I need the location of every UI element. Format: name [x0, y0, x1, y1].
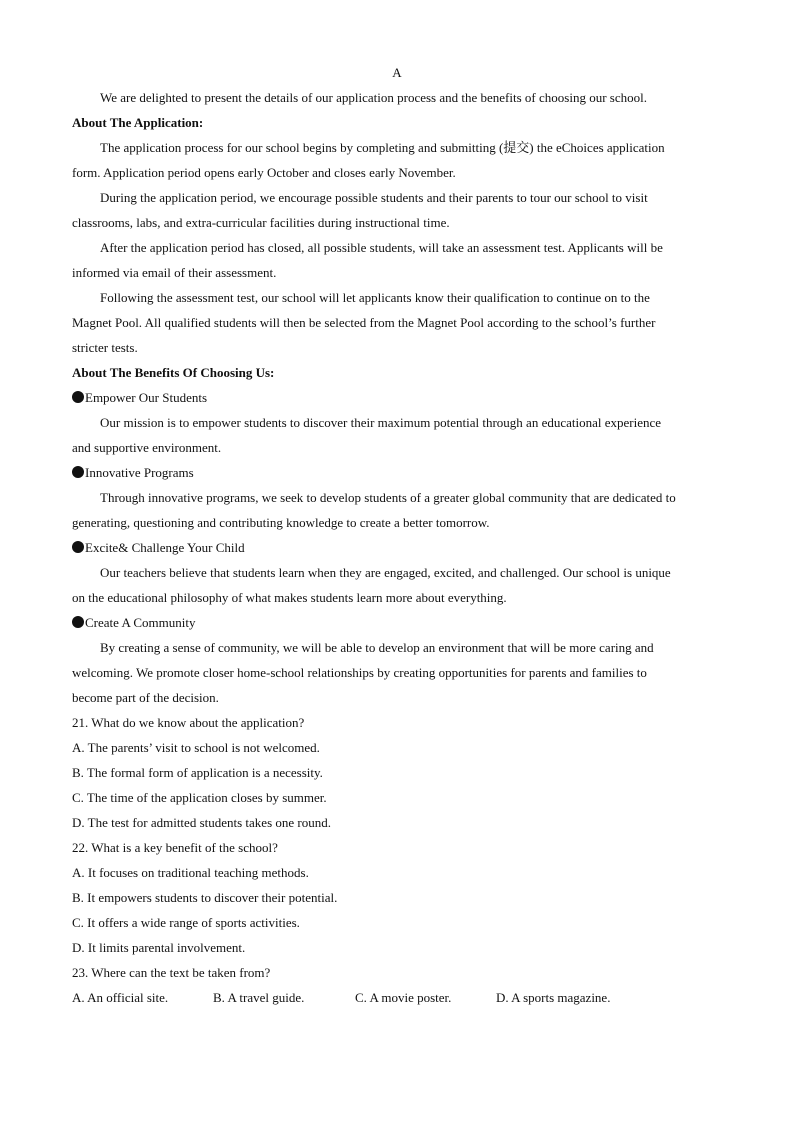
application-paragraph-1: The application process for our school begins by completing and submitting (提交) the eChoices application [100, 140, 665, 155]
question-stem: 21. What do we know about the application? [72, 715, 305, 730]
benefit-title-text: Excite& Challenge Your Child [85, 540, 245, 555]
application-paragraph-2-cont: classrooms, labs, and extra-curricular facilities during instructional time. [72, 215, 450, 230]
question-option[interactable]: B. The formal form of application is a necessity. [72, 765, 323, 780]
intro-text: We are delighted to present the details of our application process and the benefits of choosing our school. [100, 90, 647, 105]
question-option[interactable]: C. It offers a wide range of sports activities. [72, 915, 300, 930]
benefit-text: Through innovative programs, we seek to develop students of a greater global community that are dedicated to [100, 490, 676, 505]
bullet-icon [72, 616, 84, 628]
benefit-title [72, 460, 722, 485]
application-paragraph-4-cont: Magnet Pool. All qualified students will then be selected from the Magnet Pool according to the school’s further [72, 315, 656, 330]
question-stem: 23. Where can the text be taken from? [72, 965, 271, 980]
question-option[interactable]: A. The parents’ visit to school is not welcomed. [72, 740, 320, 755]
benefit-title-text: Innovative Programs [85, 465, 194, 480]
question-option[interactable]: C. A movie poster. [355, 990, 452, 1005]
question-option[interactable]: D. A sports magazine. [496, 990, 611, 1005]
application-heading: About The Application: [72, 115, 204, 130]
benefit-text-cont: and supportive environment. [72, 440, 222, 455]
question-options-row [72, 985, 722, 1010]
application-paragraph-3: After the application period has closed, all possible students, will take an assessment test. Applicants will be [100, 240, 663, 255]
bullet-icon [72, 466, 84, 478]
question-option[interactable]: D. The test for admitted students takes one round. [72, 815, 331, 830]
benefit-title [72, 385, 722, 410]
benefit-title-text: Empower Our Students [85, 390, 208, 405]
benefit-title-text: Create A Community [85, 615, 196, 630]
benefit-text: Our mission is to empower students to discover their maximum potential through an educational experience [100, 415, 662, 430]
question-option[interactable]: C. The time of the application closes by summer. [72, 790, 327, 805]
application-paragraph-2: During the application period, we encourage possible students and their parents to tour our school to visit [100, 190, 648, 205]
benefit-title [72, 535, 722, 560]
question-option[interactable]: B. It empowers students to discover their potential. [72, 890, 338, 905]
question-option[interactable]: D. It limits parental involvement. [72, 940, 246, 955]
bullet-icon [72, 391, 84, 403]
application-paragraph-3-cont: informed via email of their assessment. [72, 265, 277, 280]
document-page [72, 60, 722, 1010]
application-paragraph-4: Following the assessment test, our school will let applicants know their qualification to continue on to the [100, 290, 650, 305]
benefit-text: Our teachers believe that students learn when they are engaged, excited, and challenged. Our school is unique [100, 565, 671, 580]
benefit-text-cont: generating, questioning and contributing knowledge to create a better tomorrow. [72, 515, 490, 530]
benefit-text: By creating a sense of community, we will be able to develop an environment that will be more caring and [100, 640, 654, 655]
benefit-text-end: become part of the decision. [72, 690, 219, 705]
benefit-title [72, 610, 722, 635]
benefits-heading: About The Benefits Of Choosing Us: [72, 365, 275, 380]
question-stem: 22. What is a key benefit of the school? [72, 840, 278, 855]
application-paragraph-4-end: stricter tests. [72, 340, 138, 355]
application-paragraph-1-cont: form. Application period opens early October and closes early November. [72, 165, 456, 180]
question-option[interactable]: B. A travel guide. [213, 990, 305, 1005]
question-option[interactable]: A. An official site. [72, 990, 169, 1005]
benefit-text-cont: welcoming. We promote closer home-school relationships by creating opportunities for parents and families to [72, 665, 647, 680]
question-option[interactable]: A. It focuses on traditional teaching methods. [72, 865, 309, 880]
bullet-icon [72, 541, 84, 553]
passage-label: A [392, 65, 402, 80]
benefit-text-cont: on the educational philosophy of what makes students learn more about everything. [72, 590, 507, 605]
